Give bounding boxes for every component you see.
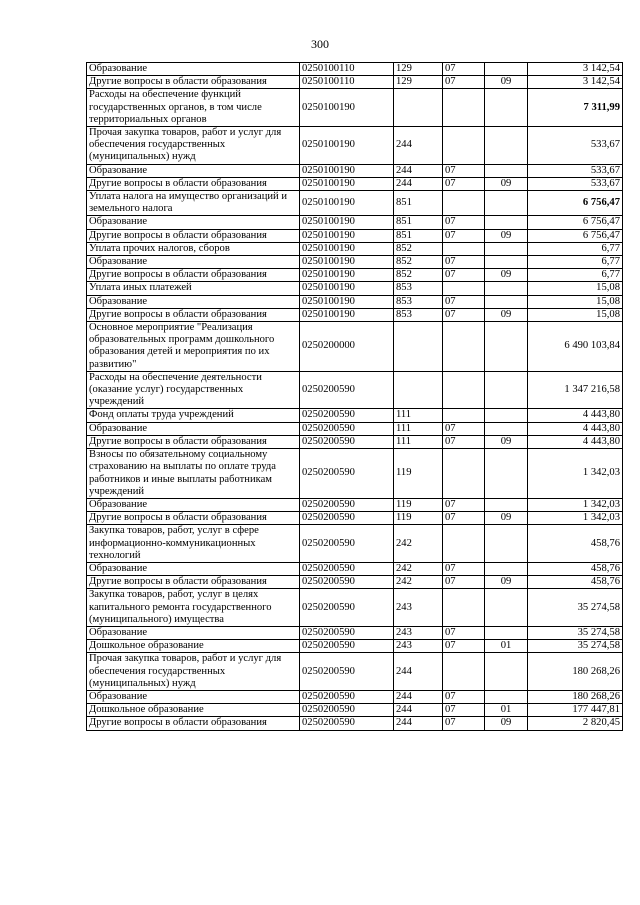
table-row	[87, 717, 623, 730]
table-row	[87, 640, 623, 653]
row-name: Образование	[87, 422, 300, 435]
row-name: Прочая закупка товаров, работ и услуг для обеспечения государственных (муниципальных) нужд	[87, 653, 300, 691]
row-code: 0250200590	[300, 512, 394, 525]
row-name: Образование	[87, 63, 300, 76]
row-subsection	[485, 256, 528, 269]
row-subsection	[485, 89, 528, 127]
row-expense-type: 244	[394, 704, 443, 717]
row-sum: 15,08	[528, 282, 623, 295]
row-code: 0250200590	[300, 562, 394, 575]
row-name: Расходы на обеспечение деятельности (оказание услуг) государственных учреждений	[87, 371, 300, 409]
row-expense-type: 243	[394, 589, 443, 627]
row-subsection	[485, 449, 528, 499]
row-subsection: 09	[485, 76, 528, 89]
row-expense-type: 852	[394, 269, 443, 282]
row-section: 07	[443, 229, 485, 242]
row-section: 07	[443, 576, 485, 589]
table-row	[87, 164, 623, 177]
row-subsection	[485, 216, 528, 229]
row-sum: 2 820,45	[528, 717, 623, 730]
row-sum: 6 756,47	[528, 229, 623, 242]
row-expense-type: 853	[394, 282, 443, 295]
row-expense-type: 851	[394, 229, 443, 242]
row-name: Уплата иных платежей	[87, 282, 300, 295]
row-sum: 180 268,26	[528, 653, 623, 691]
row-code: 0250200590	[300, 422, 394, 435]
table-row	[87, 409, 623, 422]
row-section	[443, 89, 485, 127]
row-expense-type: 853	[394, 308, 443, 321]
table-row	[87, 256, 623, 269]
row-subsection: 01	[485, 640, 528, 653]
row-expense-type: 111	[394, 409, 443, 422]
row-sum: 15,08	[528, 295, 623, 308]
row-name: Образование	[87, 690, 300, 703]
row-code: 0250200590	[300, 717, 394, 730]
table-row	[87, 308, 623, 321]
row-section: 07	[443, 177, 485, 190]
row-name: Другие вопросы в области образования	[87, 177, 300, 190]
row-sum: 533,67	[528, 164, 623, 177]
row-sum: 177 447,81	[528, 704, 623, 717]
row-code: 0250100190	[300, 242, 394, 255]
row-section	[443, 409, 485, 422]
row-section: 07	[443, 422, 485, 435]
row-name: Взносы по обязательному социальному страхованию на выплаты по оплате труда работников и иные выплаты работникам учреждений	[87, 449, 300, 499]
row-section	[443, 589, 485, 627]
row-name: Дошкольное образование	[87, 640, 300, 653]
budget-table	[86, 62, 623, 731]
budget-table-body	[87, 63, 623, 731]
row-name: Закупка товаров, работ, услуг в целях капитального ремонта государственного (муниципального) имущества	[87, 589, 300, 627]
row-name: Другие вопросы в области образования	[87, 435, 300, 448]
row-section	[443, 371, 485, 409]
row-subsection: 09	[485, 308, 528, 321]
row-expense-type: 111	[394, 435, 443, 448]
row-expense-type	[394, 89, 443, 127]
row-subsection	[485, 626, 528, 639]
row-subsection	[485, 409, 528, 422]
row-name: Основное мероприятие "Реализация образовательных программ дошкольного образования детей и мероприятия по их развитию"	[87, 322, 300, 372]
table-row	[87, 562, 623, 575]
row-name: Образование	[87, 498, 300, 511]
table-row	[87, 89, 623, 127]
row-expense-type: 119	[394, 498, 443, 511]
table-row	[87, 512, 623, 525]
row-subsection: 09	[485, 717, 528, 730]
table-row	[87, 76, 623, 89]
row-code: 0250200590	[300, 704, 394, 717]
row-expense-type: 244	[394, 127, 443, 165]
row-section	[443, 449, 485, 499]
row-subsection	[485, 282, 528, 295]
row-code: 0250100110	[300, 76, 394, 89]
table-row	[87, 435, 623, 448]
row-expense-type: 852	[394, 242, 443, 255]
row-expense-type: 851	[394, 191, 443, 216]
row-code: 0250100190	[300, 282, 394, 295]
row-section: 07	[443, 640, 485, 653]
row-subsection	[485, 63, 528, 76]
row-name: Образование	[87, 256, 300, 269]
table-row	[87, 653, 623, 691]
row-sum: 6,77	[528, 256, 623, 269]
row-code: 0250200590	[300, 409, 394, 422]
row-section: 07	[443, 63, 485, 76]
row-code: 0250100190	[300, 308, 394, 321]
row-section: 07	[443, 216, 485, 229]
row-sum: 180 268,26	[528, 690, 623, 703]
row-section: 07	[443, 626, 485, 639]
row-subsection	[485, 127, 528, 165]
row-code: 0250200000	[300, 322, 394, 372]
row-section: 07	[443, 512, 485, 525]
row-name: Другие вопросы в области образования	[87, 576, 300, 589]
row-sum: 533,67	[528, 177, 623, 190]
table-row	[87, 449, 623, 499]
row-name: Дошкольное образование	[87, 704, 300, 717]
row-subsection	[485, 371, 528, 409]
row-sum: 6,77	[528, 242, 623, 255]
row-sum: 6 490 103,84	[528, 322, 623, 372]
table-row	[87, 626, 623, 639]
row-sum: 4 443,80	[528, 409, 623, 422]
row-name: Образование	[87, 216, 300, 229]
row-code: 0250100190	[300, 177, 394, 190]
row-section: 07	[443, 295, 485, 308]
row-code: 0250200590	[300, 690, 394, 703]
row-subsection: 09	[485, 177, 528, 190]
row-name: Закупка товаров, работ, услуг в сфере информационно-коммуникационных технологий	[87, 525, 300, 563]
row-name: Образование	[87, 626, 300, 639]
row-expense-type: 242	[394, 562, 443, 575]
row-expense-type: 243	[394, 626, 443, 639]
row-expense-type: 853	[394, 295, 443, 308]
row-section	[443, 525, 485, 563]
row-subsection	[485, 525, 528, 563]
row-name: Образование	[87, 295, 300, 308]
table-row	[87, 282, 623, 295]
row-code: 0250100190	[300, 295, 394, 308]
row-subsection: 09	[485, 512, 528, 525]
row-sum: 3 142,54	[528, 63, 623, 76]
row-code: 0250200590	[300, 449, 394, 499]
row-code: 0250100190	[300, 216, 394, 229]
row-code: 0250100190	[300, 256, 394, 269]
row-sum: 6,77	[528, 269, 623, 282]
row-subsection: 09	[485, 269, 528, 282]
row-expense-type: 242	[394, 576, 443, 589]
row-code: 0250200590	[300, 525, 394, 563]
row-sum: 458,76	[528, 576, 623, 589]
row-section: 07	[443, 562, 485, 575]
row-sum: 6 756,47	[528, 216, 623, 229]
row-code: 0250200590	[300, 589, 394, 627]
row-sum: 15,08	[528, 308, 623, 321]
row-subsection	[485, 295, 528, 308]
row-expense-type: 852	[394, 256, 443, 269]
row-expense-type: 242	[394, 525, 443, 563]
row-code: 0250200590	[300, 653, 394, 691]
row-sum: 3 142,54	[528, 76, 623, 89]
table-row	[87, 242, 623, 255]
row-expense-type: 244	[394, 164, 443, 177]
row-expense-type: 119	[394, 449, 443, 499]
row-subsection	[485, 690, 528, 703]
row-section: 07	[443, 256, 485, 269]
row-code: 0250100190	[300, 89, 394, 127]
row-section	[443, 242, 485, 255]
table-row	[87, 589, 623, 627]
row-sum: 6 756,47	[528, 191, 623, 216]
row-name: Уплата налога на имущество организаций и земельного налога	[87, 191, 300, 216]
table-row	[87, 371, 623, 409]
row-sum: 533,67	[528, 127, 623, 165]
row-subsection	[485, 322, 528, 372]
row-subsection	[485, 498, 528, 511]
row-subsection: 09	[485, 435, 528, 448]
row-sum: 35 274,58	[528, 589, 623, 627]
table-row	[87, 295, 623, 308]
row-expense-type: 119	[394, 512, 443, 525]
table-row	[87, 191, 623, 216]
row-expense-type	[394, 371, 443, 409]
row-code: 0250200590	[300, 371, 394, 409]
row-subsection: 09	[485, 229, 528, 242]
table-row	[87, 229, 623, 242]
row-expense-type: 244	[394, 690, 443, 703]
row-section: 07	[443, 704, 485, 717]
row-name: Фонд оплаты труда учреждений	[87, 409, 300, 422]
row-expense-type: 129	[394, 76, 443, 89]
row-expense-type: 244	[394, 177, 443, 190]
row-subsection	[485, 589, 528, 627]
row-code: 0250100190	[300, 127, 394, 165]
row-name: Образование	[87, 164, 300, 177]
row-name: Другие вопросы в области образования	[87, 229, 300, 242]
row-expense-type: 244	[394, 717, 443, 730]
row-code: 0250200590	[300, 576, 394, 589]
row-name: Другие вопросы в области образования	[87, 512, 300, 525]
row-code: 0250100190	[300, 229, 394, 242]
row-name: Уплата прочих налогов, сборов	[87, 242, 300, 255]
row-subsection: 09	[485, 576, 528, 589]
row-name: Другие вопросы в области образования	[87, 717, 300, 730]
row-code: 0250100110	[300, 63, 394, 76]
row-subsection	[485, 422, 528, 435]
row-subsection	[485, 242, 528, 255]
table-row	[87, 63, 623, 76]
row-code: 0250100190	[300, 191, 394, 216]
row-subsection	[485, 562, 528, 575]
row-subsection	[485, 653, 528, 691]
table-row	[87, 422, 623, 435]
row-subsection	[485, 191, 528, 216]
table-row	[87, 322, 623, 372]
row-expense-type	[394, 322, 443, 372]
row-sum: 1 342,03	[528, 449, 623, 499]
row-section	[443, 322, 485, 372]
row-section: 07	[443, 717, 485, 730]
row-sum: 35 274,58	[528, 626, 623, 639]
row-code: 0250100190	[300, 164, 394, 177]
row-section: 07	[443, 76, 485, 89]
row-sum: 7 311,99	[528, 89, 623, 127]
row-expense-type: 243	[394, 640, 443, 653]
table-row	[87, 216, 623, 229]
row-code: 0250200590	[300, 626, 394, 639]
row-section: 07	[443, 690, 485, 703]
row-section: 07	[443, 164, 485, 177]
row-section	[443, 653, 485, 691]
row-sum: 35 274,58	[528, 640, 623, 653]
row-section	[443, 127, 485, 165]
table-row	[87, 269, 623, 282]
row-section	[443, 282, 485, 295]
table-row	[87, 576, 623, 589]
row-name: Прочая закупка товаров, работ и услуг для обеспечения государственных (муниципальных) нужд	[87, 127, 300, 165]
table-row	[87, 498, 623, 511]
row-subsection	[485, 164, 528, 177]
table-row	[87, 525, 623, 563]
row-sum: 1 342,03	[528, 512, 623, 525]
row-expense-type: 129	[394, 63, 443, 76]
row-section: 07	[443, 435, 485, 448]
table-row	[87, 704, 623, 717]
row-sum: 1 342,03	[528, 498, 623, 511]
row-code: 0250200590	[300, 640, 394, 653]
row-expense-type: 851	[394, 216, 443, 229]
row-name: Образование	[87, 562, 300, 575]
table-row	[87, 690, 623, 703]
row-name: Другие вопросы в области образования	[87, 76, 300, 89]
row-name: Расходы на обеспечение функций государственных органов, в том числе территориальных органов	[87, 89, 300, 127]
table-row	[87, 177, 623, 190]
row-section: 07	[443, 498, 485, 511]
row-code: 0250100190	[300, 269, 394, 282]
row-sum: 458,76	[528, 562, 623, 575]
row-name: Другие вопросы в области образования	[87, 308, 300, 321]
row-sum: 4 443,80	[528, 422, 623, 435]
row-expense-type: 111	[394, 422, 443, 435]
row-sum: 1 347 216,58	[528, 371, 623, 409]
row-name: Другие вопросы в области образования	[87, 269, 300, 282]
page-number: 300	[311, 37, 329, 51]
row-section	[443, 191, 485, 216]
table-row	[87, 127, 623, 165]
row-code: 0250200590	[300, 435, 394, 448]
row-code: 0250200590	[300, 498, 394, 511]
row-sum: 4 443,80	[528, 435, 623, 448]
row-section: 07	[443, 308, 485, 321]
row-expense-type: 244	[394, 653, 443, 691]
row-section: 07	[443, 269, 485, 282]
row-subsection: 01	[485, 704, 528, 717]
row-sum: 458,76	[528, 525, 623, 563]
